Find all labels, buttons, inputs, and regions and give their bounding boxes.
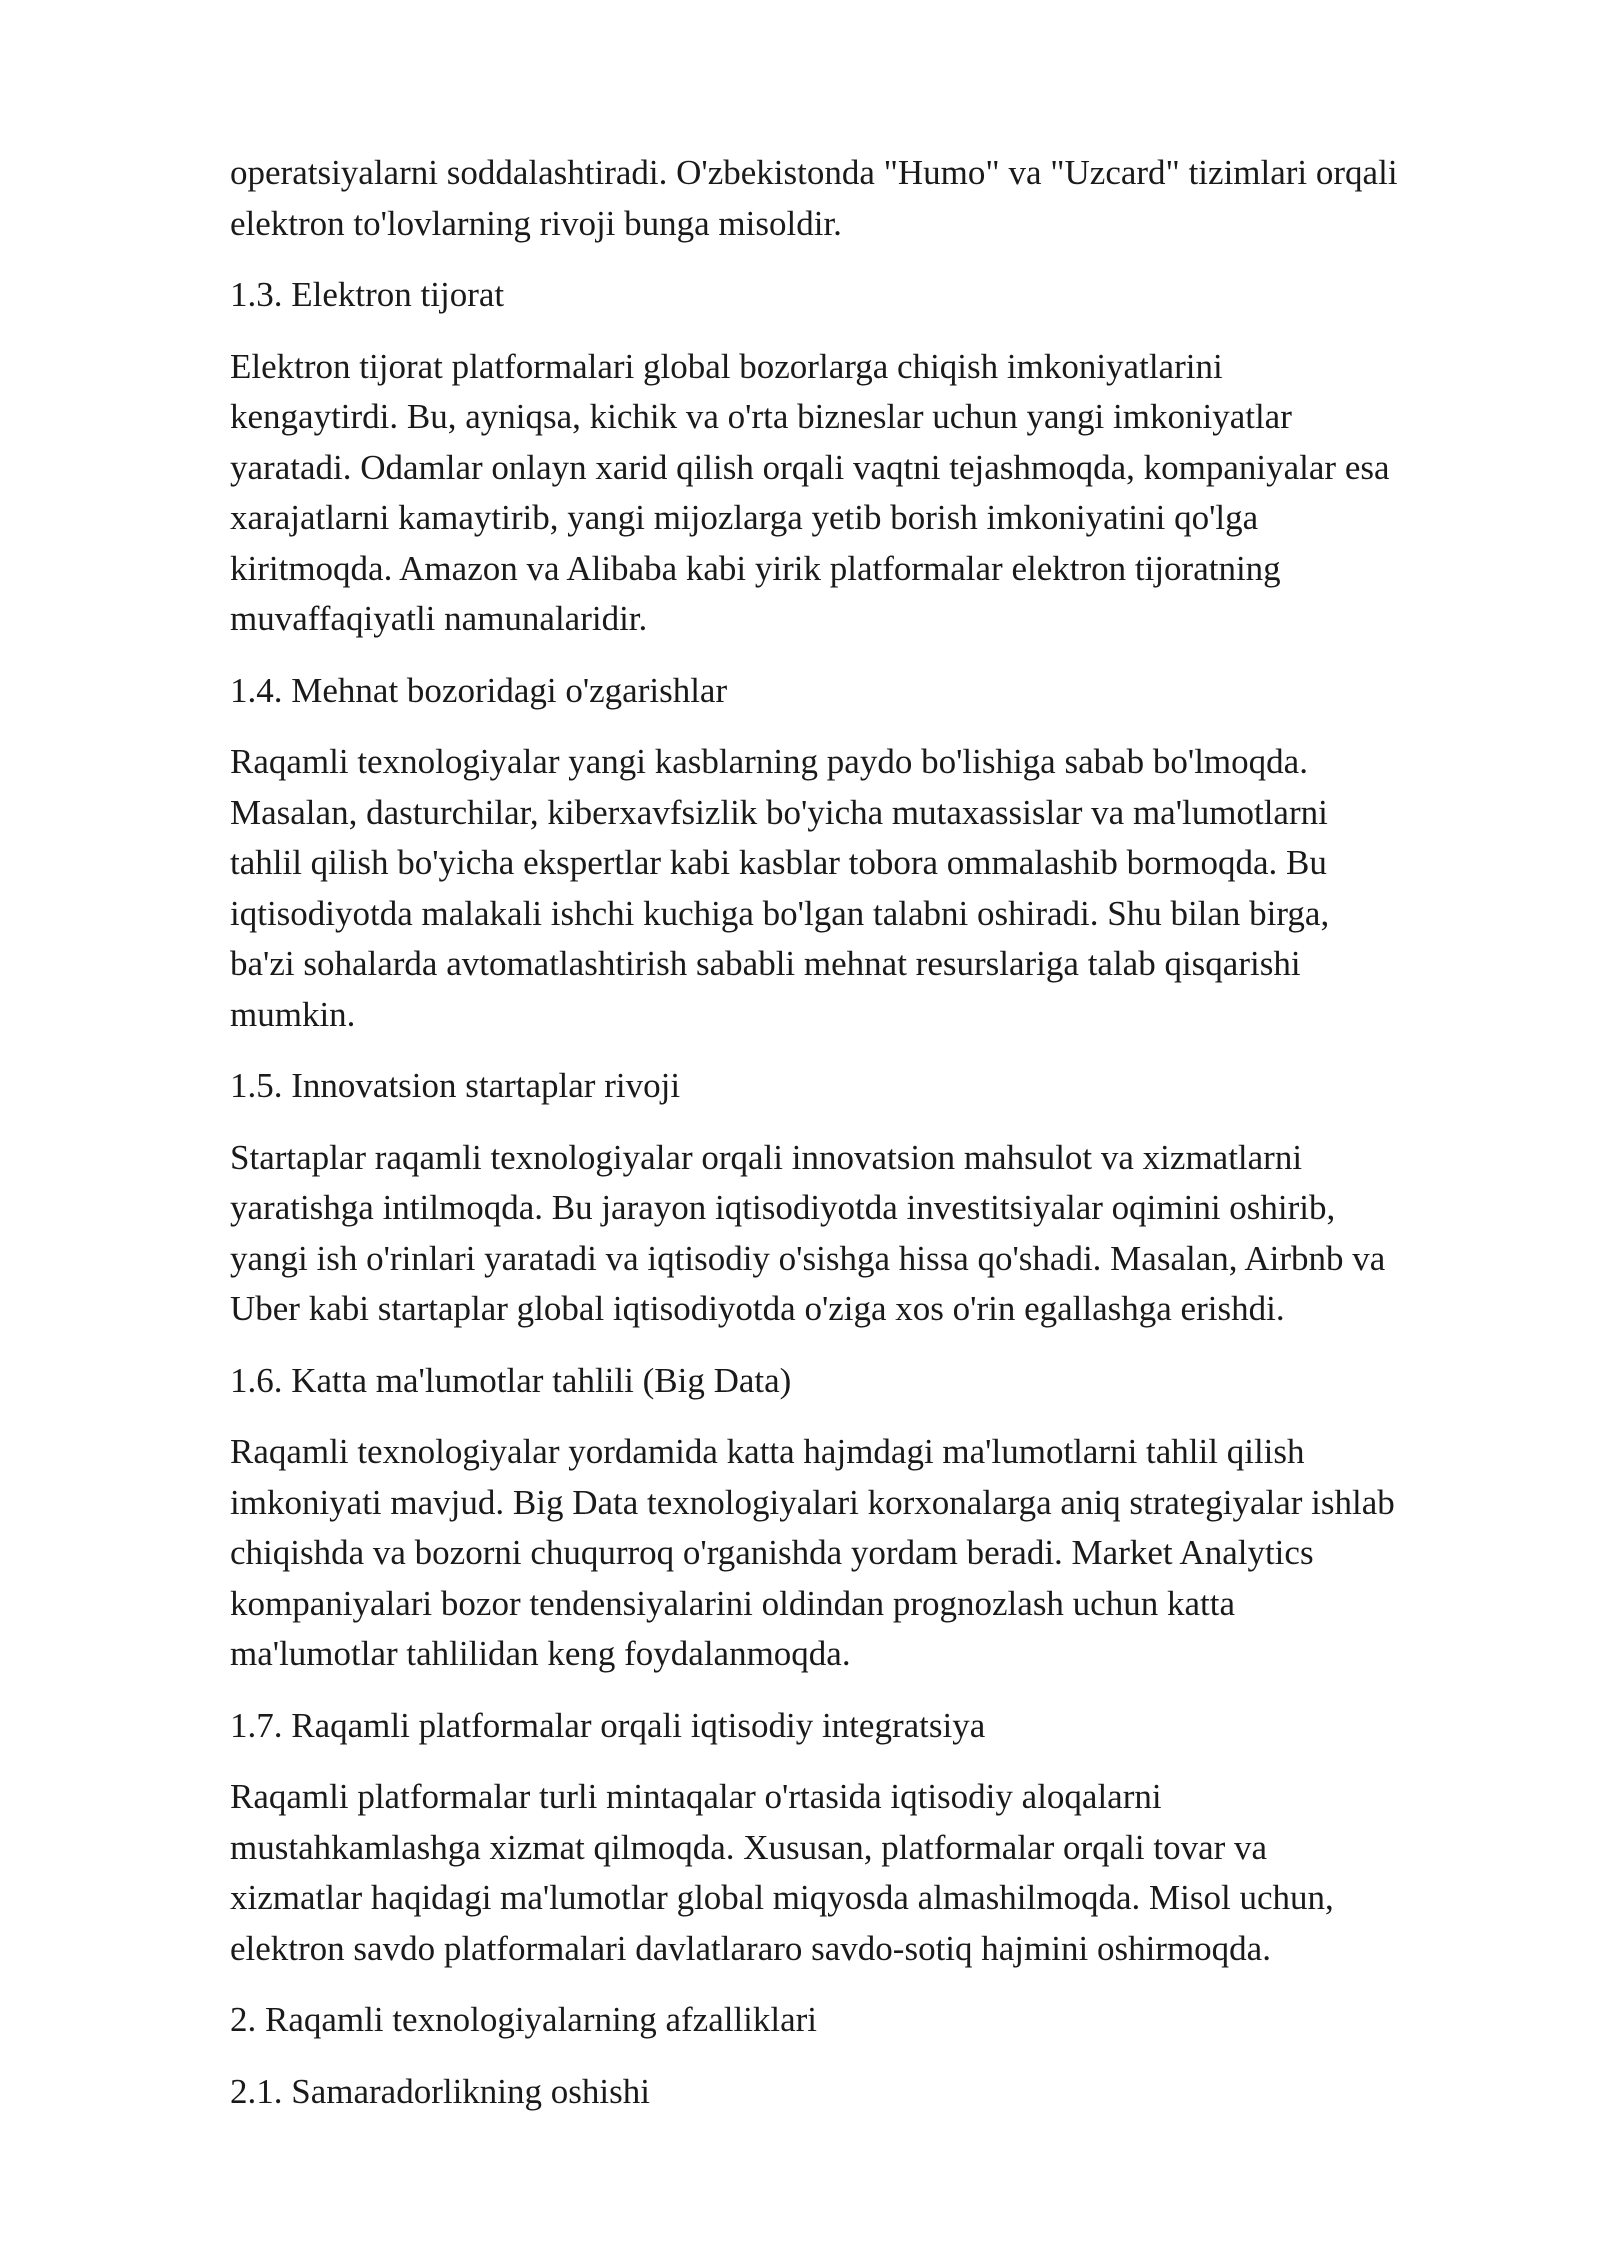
text-line: elektron savdo platformalari davlatlararo savdo-sotiq hajmini oshirmoqda. [230, 1928, 1271, 1968]
text-line: yaratishga intilmoqda. Bu jarayon iqtisodiyotda investitsiyalar oqimini oshirib, [230, 1188, 1336, 1227]
paragraph-payments [230, 148, 1500, 249]
text-line: mustahkamlashga xizmat qilmoqda. Xususan, platformalar orqali tovar va [230, 1827, 1268, 1867]
paragraph-labor-market [230, 737, 1500, 1040]
text-line: elektron to'lovlarning rivoji bunga misoldir. [230, 203, 842, 243]
text-line: Raqamli texnologiyalar yangi kasblarning paydo bo'lishiga sabab bo'lmoqda. [230, 742, 1308, 781]
text-line: ma'lumotlar tahlilidan keng foydalanmoqda. [230, 1634, 851, 1673]
section-heading-1-5: 1.5. Innovatsion startaplar rivoji [230, 1066, 681, 1105]
text-line: ba'zi sohalarda avtomatlashtirish sababli mehnat resurslariga talab qisqarishi [230, 944, 1301, 983]
section-heading-1-4: 1.4. Mehnat bozoridagi o'zgarishlar [230, 670, 728, 710]
text-line: kengaytirdi. Bu, ayniqsa, kichik va o'rta bizneslar uchun yangi imkoniyatlar [230, 397, 1292, 436]
text-line: imkoniyati mavjud. Big Data texnologiyalari korxonalarga aniq strategiyalar ishlab [230, 1482, 1395, 1522]
text-line: yaratadi. Odamlar onlayn xarid qilish orqali vaqtni tejashmoqda, kompaniyalar esa [230, 447, 1390, 487]
section-heading-2: 2. Raqamli texnologiyalarning afzalliklari [230, 2000, 818, 2039]
section-heading-1-6: 1.6. Katta ma'lumotlar tahlili (Big Data) [230, 1360, 792, 1400]
paragraph-startups [230, 1133, 1500, 1335]
text-line: kompaniyalari bozor tendensiyalarini oldindan prognozlash uchun katta [230, 1583, 1235, 1623]
text-line: Raqamli platformalar turli mintaqalar o'rtasida iqtisodiy aloqalarni [230, 1777, 1162, 1816]
text-line: muvaffaqiyatli namunalaridir. [230, 599, 648, 638]
section-heading-2-1: 2.1. Samaradorlikning oshishi [230, 2071, 650, 2111]
section-heading-1-7: 1.7. Raqamli platformalar orqali iqtisodiy integratsiya [230, 1705, 986, 1745]
text-line: Raqamli texnologiyalar yordamida katta hajmdagi ma'lumotlarni tahlil qilish [230, 1432, 1305, 1471]
text-line: Elektron tijorat platformalari global bozorlarga chiqish imkoniyatlarini [230, 346, 1223, 386]
text-line: yangi ish o'rinlari yaratadi va iqtisodiy o'sishga hissa qo'shadi. Masalan, Airbnb va [230, 1238, 1386, 1278]
section-heading-1-3: 1.3. Elektron tijorat [230, 275, 505, 314]
paragraph-big-data [230, 1427, 1500, 1680]
text-line: tahlil qilish bo'yicha ekspertlar kabi kasblar tobora ommalashib bormoqda. Bu [230, 843, 1327, 882]
paragraph-e-commerce [230, 342, 1500, 645]
text-line: Uber kabi startaplar global iqtisodiyotda o'ziga xos o'rin egallashga erishdi. [230, 1289, 1285, 1328]
text-line: Masalan, dasturchilar, kiberxavfsizlik bo'yicha mutaxassislar va ma'lumotlarni [230, 792, 1328, 832]
text-line: operatsiyalarni soddalashtiradi. O'zbekistonda "Humo" va "Uzcard" tizimlari orqali [230, 153, 1398, 192]
text-line: mumkin. [230, 994, 356, 1034]
text-line: Startaplar raqamli texnologiyalar orqali innovatsion mahsulot va xizmatlarni [230, 1137, 1303, 1177]
text-line: kiritmoqda. Amazon va Alibaba kabi yirik platformalar elektron tijoratning [230, 548, 1281, 588]
text-line: xizmatlar haqidagi ma'lumotlar global miqyosda almashilmoqda. Misol uchun, [230, 1878, 1334, 1917]
text-line: xarajatlarni kamaytirib, yangi mijozlarga yetib borish imkoniyatini qo'lga [230, 498, 1259, 537]
text-line: chiqishda va bozorni chuqurroq o'rganishda yordam beradi. Market Analytics [230, 1533, 1314, 1572]
paragraph-platform-integration [230, 1772, 1500, 1974]
text-line: iqtisodiyotda malakali ishchi kuchiga bo'lgan talabni oshiradi. Shu bilan birga, [230, 893, 1330, 933]
